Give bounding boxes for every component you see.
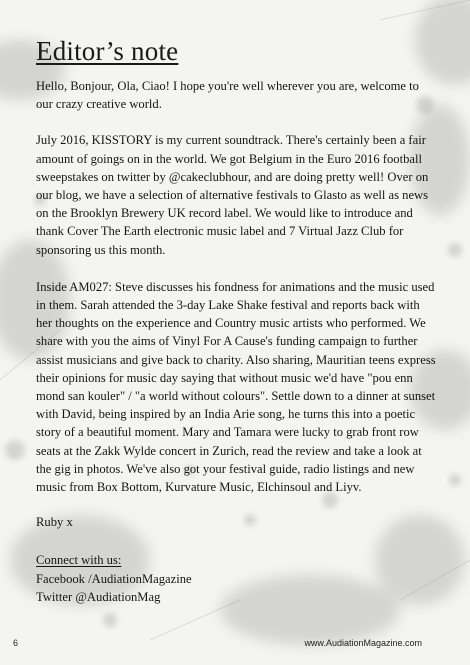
website-url[interactable]: www.AudiationMagazine.com — [304, 638, 422, 648]
facebook-link[interactable]: Facebook /AudiationMagazine — [36, 571, 192, 586]
page-title: Editor’s note — [36, 36, 179, 66]
connect-heading: Connect with us: — [36, 553, 122, 568]
connect-section — [36, 551, 436, 606]
twitter-link[interactable]: Twitter @AudiationMag — [36, 589, 161, 604]
intro-paragraph: Hello, Bonjour, Ola, Ciao! I hope you're well wherever you are, welcome to our crazy creative world. — [36, 79, 419, 112]
issue-contents-paragraph: Inside AM027: Steve discusses his fondness for animations and the music used in them. Sarah attended the 3-day Lake Shake festival and reports back with her thoughts on the experience and Country music artists who performed. We share with you the aims of Vinyl For A Cause's funding campaign to further assist musicians and give back to charity. Also sharing, Mauritian teens express their opinions for music day saying that without music we'd have "pou enn mond san kouler" / "a world without colours". Settle down to a dinner at sunset with David, being inspired by an India Arie song, he turns this into a poetic story of a beautiful moment. Mary and Tamara were lucky to grab front row seats at the Zakk Wylde concert in Zurich, read the review and take a look at the gig in photos. We've also got your festival guide, radio listings and new music from Box Bottom, Kurvature Music, Elchinsoul and Liyv. — [36, 279, 436, 495]
news-paragraph: July 2016, KISSTORY is my current soundtrack. There's certainly been a fair amount of goings on in the world. We got Belgium in the Euro 2016 football sweepstakes on twitter by @cakeclubhour, and are doing pretty well! Over on our blog, we have a selection of alternative festivals to Glasto as well as news on the Brooklyn Brewery UK record label. We would like to introduce and thank Cover The Earth electronic music label and 7 Virtual Jazz Club for sponsoring us this month. — [36, 133, 429, 257]
page-number: 6 — [13, 638, 19, 648]
editor-note-content — [36, 36, 436, 606]
signature: Ruby x — [36, 515, 73, 530]
